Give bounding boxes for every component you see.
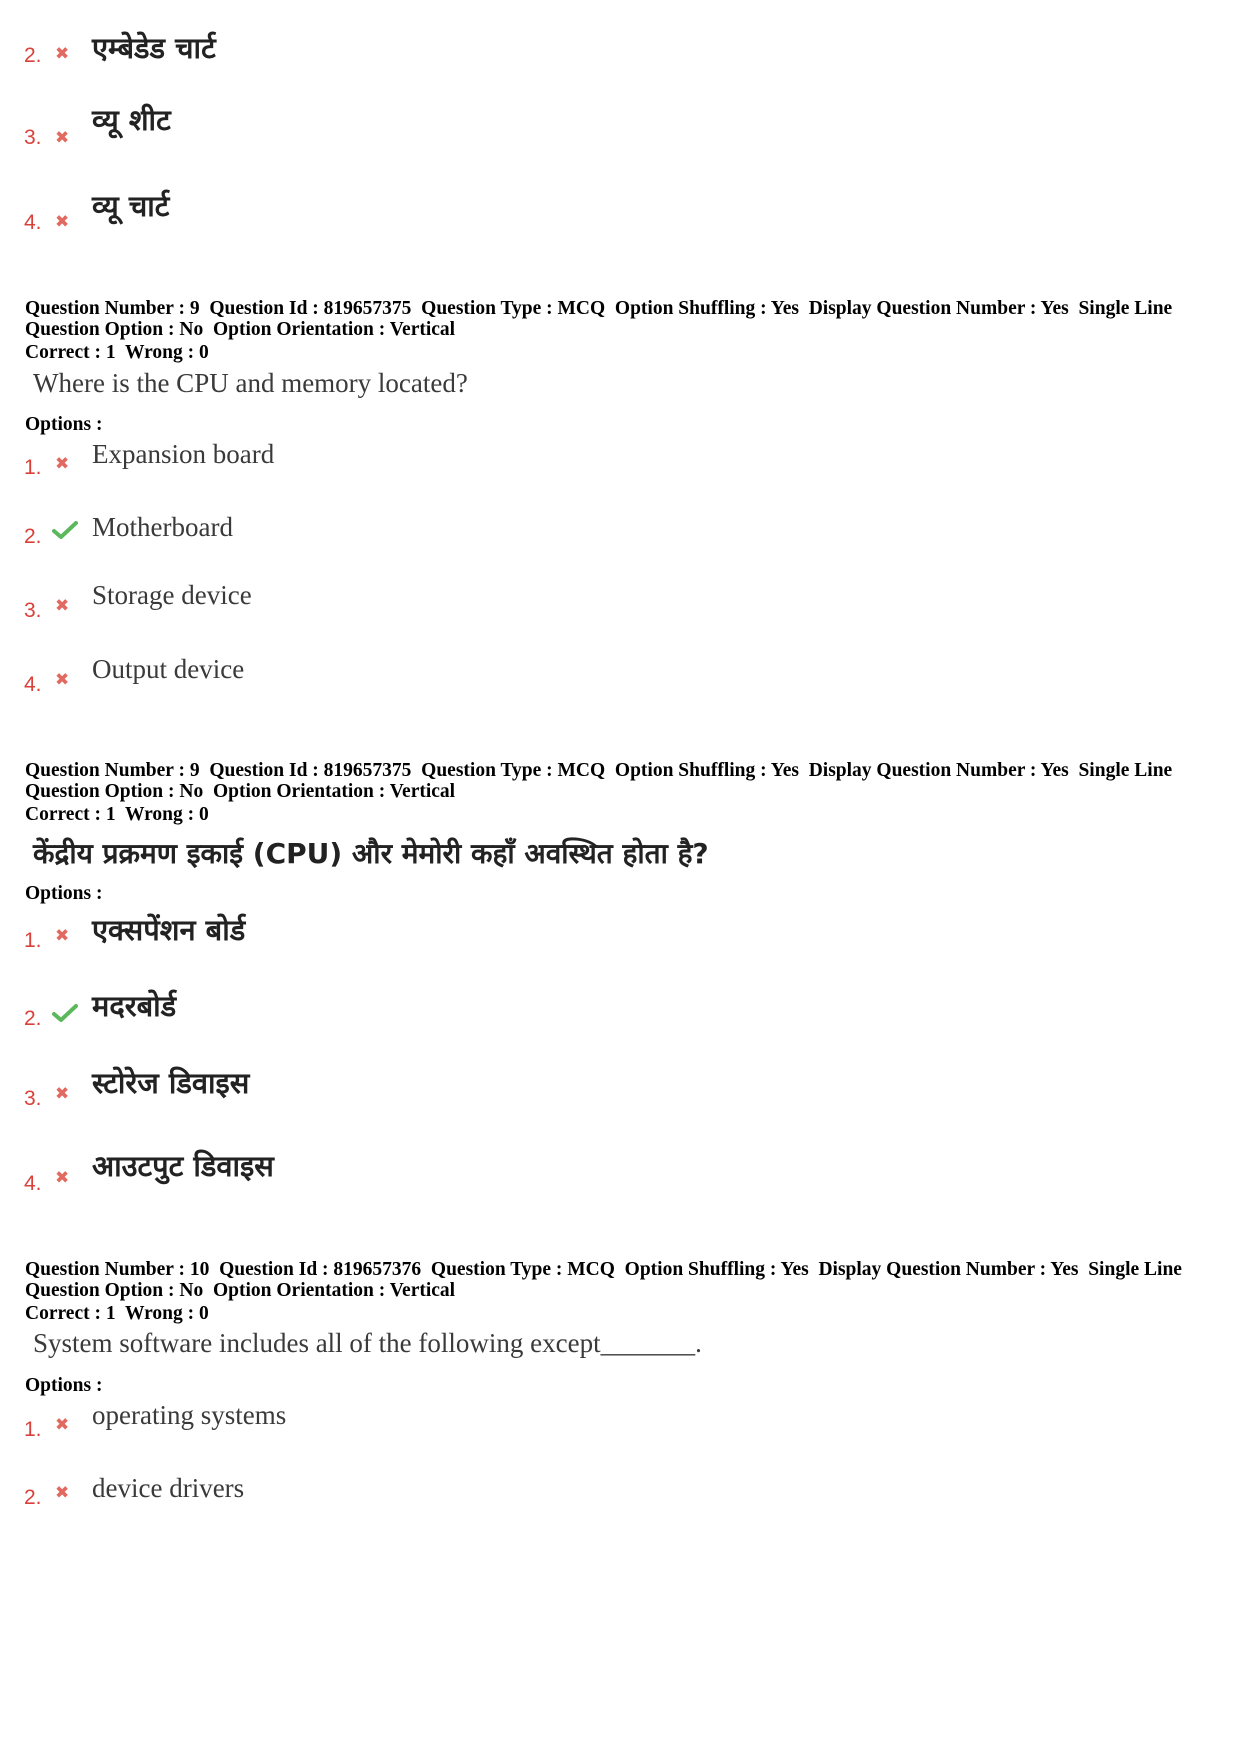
question-meta: Question Number : 10 Question Id : 819657376 Question Type : MCQ Option Shuffling : Yes Display Question Number : Yes Single Line Question Option : No Option Orientation : Vertical — [25, 1259, 1187, 1301]
option-number: 3. — [24, 1087, 42, 1110]
option-number: 1. — [24, 1418, 42, 1441]
option-number: 4. — [24, 1172, 42, 1195]
options-label: Options : — [25, 414, 103, 435]
option-text: एम्बेडेड चार्ट — [92, 31, 216, 65]
question-meta: Question Number : 9 Question Id : 819657375 Question Type : MCQ Option Shuffling : Yes Display Question Number : Yes Single Line Question Option : No Option Orientation : Vertical — [25, 760, 1178, 802]
option-text: मदरबोर्ड — [92, 989, 177, 1023]
option-text: व्यू शीट — [92, 103, 171, 137]
option-number: 2. — [24, 1486, 42, 1509]
cross-icon: ✖ — [55, 44, 70, 64]
check-icon — [52, 520, 78, 540]
question-score: Correct : 1 Wrong : 0 — [25, 342, 209, 363]
option-text: device drivers — [92, 1473, 245, 1503]
option-number: 3. — [24, 126, 42, 149]
option-text: व्यू चार्ट — [92, 189, 170, 223]
option-text: Motherboard — [92, 512, 233, 542]
option-text: स्टोरेज डिवाइस — [92, 1066, 250, 1100]
option-text: Output device — [92, 654, 245, 684]
option-number: 4. — [24, 673, 42, 696]
cross-icon: ✖ — [55, 128, 70, 148]
question-score: Correct : 1 Wrong : 0 — [25, 804, 209, 825]
check-icon — [52, 1003, 78, 1023]
options-label: Options : — [25, 1375, 103, 1396]
cross-icon: ✖ — [55, 1415, 70, 1435]
option-number: 2. — [24, 44, 42, 67]
question-meta: Question Number : 9 Question Id : 819657375 Question Type : MCQ Option Shuffling : Yes Display Question Number : Yes Single Line Question Option : No Option Orientation : Vertical — [25, 298, 1178, 340]
cross-icon: ✖ — [55, 1483, 70, 1503]
question-text: Where is the CPU and memory located? — [33, 368, 468, 398]
option-number: 1. — [24, 456, 42, 479]
option-text: आउटपुट डिवाइस — [92, 1149, 274, 1183]
option-text: operating systems — [92, 1400, 287, 1430]
cross-icon: ✖ — [55, 1168, 70, 1188]
option-text: Expansion board — [92, 439, 275, 469]
question-text: केंद्रीय प्रक्रमण इकाई (CPU) और मेमोरी कहाँ अवस्थित होता है? — [33, 837, 709, 870]
option-text: एक्सपेंशन बोर्ड — [92, 913, 246, 947]
cross-icon: ✖ — [55, 926, 70, 946]
option-number: 1. — [24, 929, 42, 952]
question-text: System software includes all of the following except_______. — [33, 1328, 702, 1358]
options-label: Options : — [25, 883, 103, 904]
cross-icon: ✖ — [55, 596, 70, 616]
cross-icon: ✖ — [55, 212, 70, 232]
option-number: 4. — [24, 211, 42, 234]
option-number: 2. — [24, 1007, 42, 1030]
cross-icon: ✖ — [55, 670, 70, 690]
question-score: Correct : 1 Wrong : 0 — [25, 1303, 209, 1324]
cross-icon: ✖ — [55, 1084, 70, 1104]
cross-icon: ✖ — [55, 454, 70, 474]
option-number: 3. — [24, 599, 42, 622]
option-text: Storage device — [92, 580, 252, 610]
option-number: 2. — [24, 525, 42, 548]
